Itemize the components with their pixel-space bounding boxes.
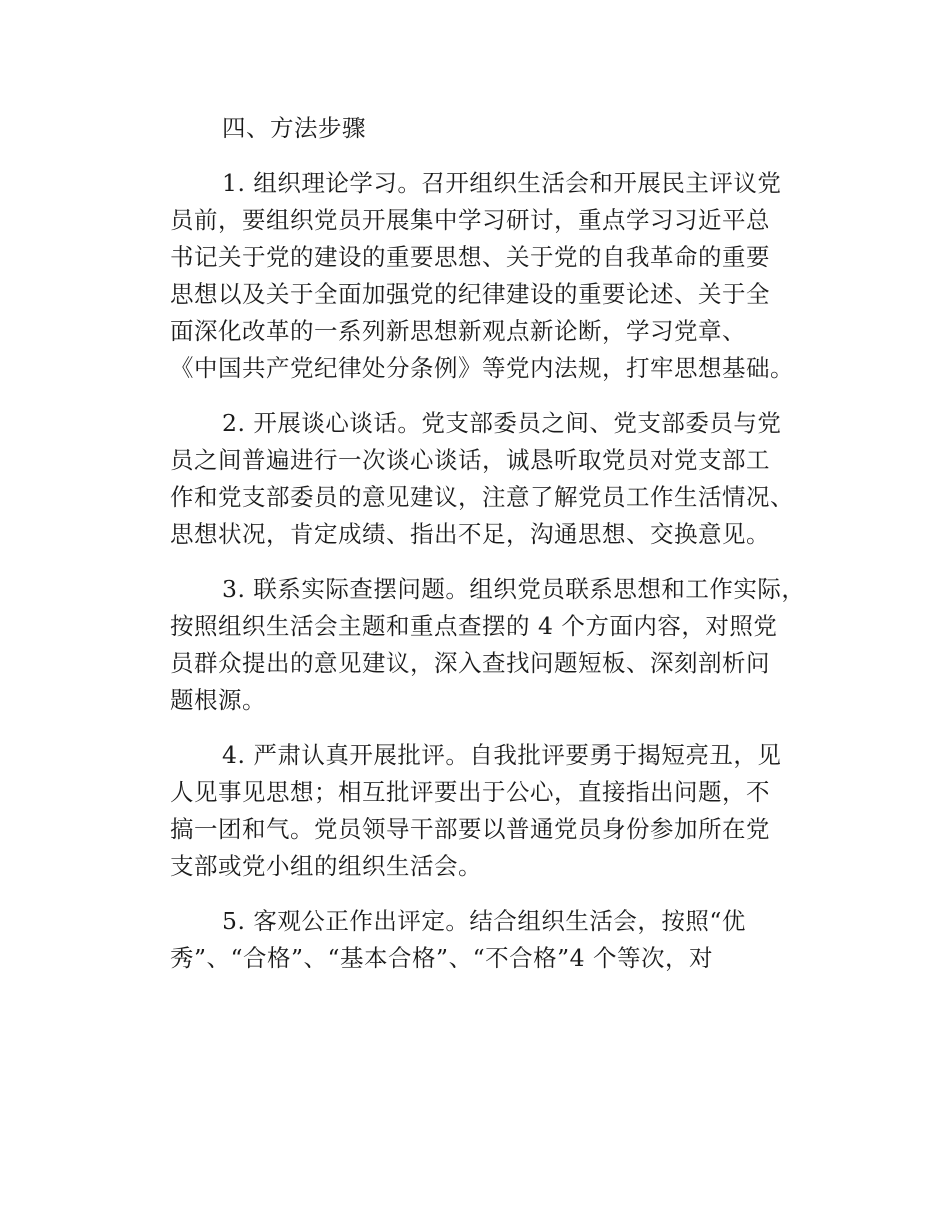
section-heading: 四、方法步骤 <box>222 114 366 142</box>
paragraph-line: 《中国共产党纪律处分条例》等党内法规，打牢思想基础。 <box>170 354 794 382</box>
paragraph-evaluation <box>170 903 820 977</box>
document-body <box>170 110 820 995</box>
paragraph-line: 搞一团和气。党员领导干部要以普通党员身份参加所在党 <box>170 815 770 843</box>
paragraph-line: 1. 组织理论学习。召开组织生活会和开展民主评议党 <box>222 169 782 197</box>
paragraph-line: 秀”、“合格”、“基本合格”、“不合格”4 个等次，对 <box>170 944 714 972</box>
paragraph-line: 3. 联系实际查摆问题。组织党员联系思想和工作实际， <box>222 575 806 603</box>
paragraph-criticism <box>170 737 820 885</box>
paragraph-line: 员前，要组织党员开展集中学习研讨，重点学习习近平总 <box>170 206 770 234</box>
paragraph-line: 书记关于党的建设的重要思想、关于党的自我革命的重要 <box>170 243 770 271</box>
paragraph-line: 2. 开展谈心谈话。党支部委员之间、党支部委员与党 <box>222 409 782 437</box>
paragraph-line: 人见事见思想；相互批评要出于公心，直接指出问题，不 <box>170 778 770 806</box>
paragraph-heart-to-heart-talks <box>170 405 820 553</box>
paragraph-line: 支部或党小组的组织生活会。 <box>170 852 482 880</box>
paragraph-line: 题根源。 <box>170 686 266 714</box>
paragraph-line: 思想以及关于全面加强党的纪律建设的重要论述、关于全 <box>170 280 770 308</box>
paragraph-organize-study <box>170 165 820 387</box>
paragraph-identify-problems <box>170 571 820 719</box>
paragraph-line: 员群众提出的意见建议，深入查找问题短板、深刻剖析问 <box>170 649 770 677</box>
paragraph-line: 4. 严肃认真开展批评。自我批评要勇于揭短亮丑，见 <box>222 741 782 769</box>
paragraph-line: 5. 客观公正作出评定。结合组织生活会，按照“优 <box>222 907 746 935</box>
paragraph-line: 作和党支部委员的意见建议，注意了解党员工作生活情况、 <box>170 483 794 511</box>
paragraph-line: 思想状况，肯定成绩、指出不足，沟通思想、交换意见。 <box>170 520 770 548</box>
paragraph-line: 员之间普遍进行一次谈心谈话，诚恳听取党员对党支部工 <box>170 446 770 474</box>
paragraph-line: 按照组织生活会主题和重点查摆的 4 个方面内容，对照党 <box>170 612 778 640</box>
paragraph-line: 面深化改革的一系列新思想新观点新论断，学习党章、 <box>170 317 746 345</box>
